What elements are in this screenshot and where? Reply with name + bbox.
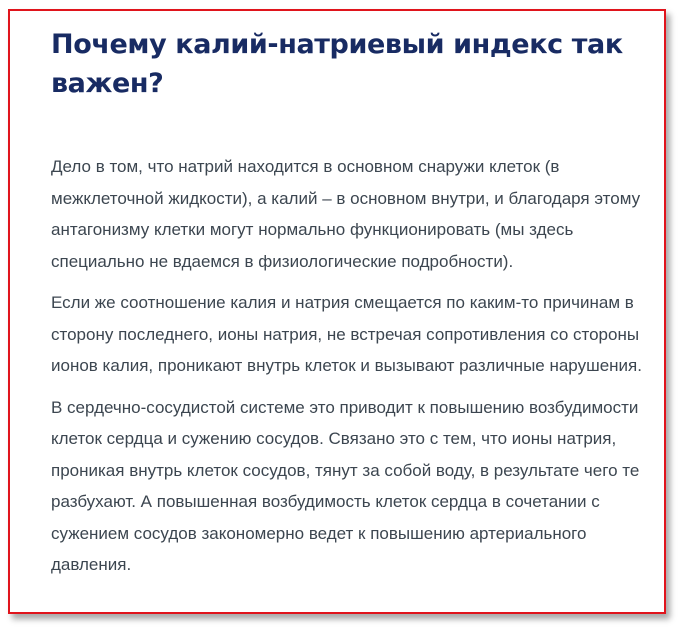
article-frame [8,9,666,614]
article-paragraph-2: Если же соотношение калия и натрия смещается по каким-то причинам в сторону последнего, ионы натрия, не встречая сопротивления со стороны ионов калия, проникают внутрь клеток и вызывают различные нарушения. [51,293,642,375]
article-title: Почему калий-натриевый индекс так важен? [51,29,623,99]
article-content [51,25,651,581]
article-paragraph-1: Дело в том, что натрий находится в основном снаружи клеток (в межклеточной жидкости), а калий – в основном внутри, и благодаря этому антагонизму клетки могут нормально функционировать (мы здесь специально не вдаемся в физиологические подробности). [51,157,641,271]
article-paragraph-3: В сердечно-сосудистой системе это приводит к повышению возбудимости клеток сердца и сужению сосудов. Связано это с тем, что ионы натрия, проникая внутрь клеток сосудов, тянут за собой воду, в результате чего те разбухают. А повышенная возбудимость клеток сердца в сочетании с сужением сосудов закономерно ведет к повышению артериального давления. [51,397,640,574]
